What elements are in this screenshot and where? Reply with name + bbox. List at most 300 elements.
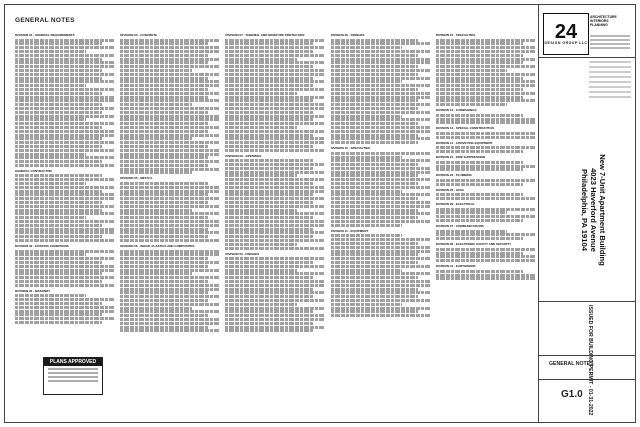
project-city: Philadelphia, PA 19104	[580, 169, 589, 251]
note-text-line	[15, 50, 86, 53]
note-text-line	[225, 261, 312, 264]
note-text-line	[225, 80, 324, 83]
note-text-line	[331, 77, 430, 80]
note-text-line	[225, 84, 312, 87]
note-text-line	[15, 156, 114, 159]
issue-status: ISSUED FOR BUILDING PERMIT - 01-31-2022	[587, 305, 593, 416]
note-text-line	[120, 318, 219, 321]
note-text-line	[225, 228, 312, 231]
section-heading: DIVISION 23 - HVAC	[435, 187, 465, 192]
note-text-line	[225, 96, 324, 99]
revision-block	[589, 61, 631, 101]
note-text-line	[120, 160, 219, 163]
section-heading: DIVISION 02 - EXISTING CONDITIONS	[15, 244, 69, 249]
note-text-line	[15, 280, 102, 283]
note-text-line	[225, 276, 312, 279]
note-text-line	[120, 284, 219, 287]
note-text-line	[15, 130, 114, 133]
note-text-line	[436, 193, 523, 196]
section-heading: DIVISION 09 - FINISHES	[330, 33, 365, 37]
note-text-line	[225, 149, 324, 152]
note-text-line	[225, 122, 324, 125]
note-text-line	[225, 130, 324, 133]
note-text-line	[331, 115, 402, 118]
note-text-line	[15, 115, 114, 118]
note-text-line	[15, 321, 102, 324]
note-text-line	[15, 99, 114, 102]
note-text-line	[225, 314, 324, 317]
divider	[539, 301, 635, 302]
project-address: 4023 Haverford Avenue	[589, 168, 598, 252]
note-text-line	[15, 80, 114, 83]
stamp-line	[48, 380, 98, 382]
note-text-line	[331, 291, 430, 294]
note-text-line	[225, 69, 324, 72]
notes-column-4	[331, 31, 430, 416]
note-text-line	[436, 58, 535, 61]
note-text-line	[15, 235, 102, 238]
note-text-line	[15, 69, 102, 72]
note-text-line	[120, 130, 207, 133]
note-text-line	[15, 310, 114, 313]
note-text-line	[331, 216, 418, 219]
note-text-line	[15, 253, 86, 256]
note-text-line	[15, 84, 86, 87]
note-text-line	[120, 209, 191, 212]
note-text-line	[225, 310, 312, 313]
note-text-line	[436, 150, 523, 153]
note-text-line	[15, 302, 102, 305]
note-text-line	[225, 182, 312, 185]
firm-line: INTERIORS	[590, 19, 609, 24]
note-text-line	[436, 233, 535, 236]
note-text-line	[120, 190, 219, 193]
note-text-line	[436, 219, 523, 222]
note-text-line	[331, 167, 430, 170]
section-heading: DIVISION 21 - FIRE SUPPRESSION	[435, 155, 486, 160]
section-heading: DIVISION 01 - GENERAL REQUIREMENTS	[15, 33, 75, 37]
note-text-line	[120, 182, 207, 185]
note-text-line	[225, 163, 324, 166]
note-text-line	[225, 220, 324, 223]
note-text-line	[331, 276, 418, 279]
section-heading: DIVISION 14 - CONVEYING EQUIPMENT	[435, 140, 493, 145]
note-text-line	[120, 224, 219, 227]
note-text-line	[15, 190, 102, 193]
note-text-line	[225, 39, 324, 42]
note-text-line	[15, 137, 102, 140]
note-text-line	[331, 310, 418, 313]
section-heading: DIVISION 11 - EQUIPMENT	[330, 228, 369, 233]
note-text-line	[331, 174, 418, 177]
note-text-line	[225, 54, 324, 57]
note-text-line	[120, 295, 219, 298]
note-text-line	[436, 183, 523, 186]
note-text-line	[15, 220, 114, 223]
section-heading: DIVISION 10 - SPECIALTIES	[330, 146, 371, 151]
note-text-line	[436, 215, 535, 218]
section-heading: DIVISION 27 - COMMUNICATIONS	[435, 224, 484, 229]
note-text-line	[120, 65, 219, 68]
note-text-line	[331, 88, 418, 91]
note-text-line	[225, 73, 324, 76]
note-text-line	[120, 171, 191, 174]
note-text-line	[120, 280, 207, 283]
note-text-line	[120, 257, 207, 260]
note-text-line	[120, 186, 219, 189]
note-text-line	[120, 50, 219, 53]
note-text-line	[331, 234, 402, 237]
note-text-line	[331, 58, 430, 61]
note-text-line	[436, 165, 535, 168]
note-text-line	[15, 164, 114, 167]
note-text-line	[15, 122, 114, 125]
note-text-line	[331, 205, 430, 208]
note-text-line	[331, 257, 430, 260]
note-text-line	[225, 65, 312, 68]
note-text-line	[120, 58, 219, 61]
note-text-line	[120, 288, 219, 291]
note-text-line	[15, 107, 114, 110]
note-text-line	[120, 253, 219, 256]
note-text-line	[436, 208, 535, 211]
note-text-line	[331, 39, 418, 42]
note-text-line	[15, 201, 102, 204]
note-text-line	[120, 153, 219, 156]
note-text-line	[120, 39, 219, 42]
note-text-line	[15, 193, 114, 196]
note-text-line	[331, 197, 418, 200]
note-text-line	[120, 250, 219, 253]
note-text-line	[436, 54, 523, 57]
section-heading: DIVISION 05 - METALS	[120, 176, 153, 181]
note-text-line	[120, 145, 207, 148]
note-text-line	[225, 99, 312, 102]
note-text-line	[15, 317, 114, 320]
note-text-line	[436, 99, 535, 102]
note-text-line	[120, 212, 219, 215]
note-text-line	[225, 178, 324, 181]
note-text-line	[15, 182, 86, 185]
note-text-line	[225, 303, 296, 306]
note-text-line	[331, 224, 402, 227]
note-text-line	[15, 272, 102, 275]
note-text-line	[15, 205, 114, 208]
note-text-line	[225, 193, 312, 196]
note-text-line	[225, 61, 324, 64]
note-text-line	[436, 73, 535, 76]
note-text-line	[331, 92, 430, 95]
note-text-line	[225, 174, 296, 177]
note-text-line	[15, 145, 102, 148]
note-text-line	[331, 61, 430, 64]
note-text-line	[331, 182, 418, 185]
note-text-line	[436, 96, 523, 99]
section-heading: DIVISION 26 - ELECTRICAL	[435, 202, 475, 207]
note-text-line	[225, 167, 312, 170]
note-text-line	[225, 326, 324, 329]
note-text-line	[15, 284, 114, 287]
note-text-line	[120, 73, 219, 76]
firm-logo	[543, 13, 589, 55]
note-text-line	[15, 197, 114, 200]
note-text-line	[120, 329, 219, 332]
note-text-line	[225, 186, 324, 189]
note-text-line	[120, 314, 207, 317]
note-text-line	[15, 153, 86, 156]
note-text-line	[331, 209, 418, 212]
note-text-line	[15, 61, 114, 64]
stamp-line	[48, 368, 98, 370]
note-text-line	[120, 115, 219, 118]
note-text-line	[120, 99, 219, 102]
note-text-line	[331, 193, 430, 196]
note-text-line	[15, 134, 114, 137]
note-text-line	[120, 122, 207, 125]
note-text-line	[120, 88, 207, 91]
note-text-line	[436, 77, 523, 80]
note-text-line	[331, 163, 418, 166]
stamp-line	[48, 376, 98, 378]
note-text-line	[225, 257, 324, 260]
note-text-line	[225, 126, 296, 129]
note-text-line	[225, 329, 312, 332]
note-text-line	[120, 61, 207, 64]
note-text-line	[225, 295, 312, 298]
note-text-line	[120, 92, 219, 95]
notes-column-5	[436, 31, 535, 416]
note-text-line	[331, 246, 430, 249]
note-text-line	[15, 269, 114, 272]
note-text-line	[331, 107, 418, 110]
note-text-line	[225, 212, 324, 215]
note-text-line	[15, 160, 102, 163]
note-text-line	[120, 326, 207, 329]
note-text-line	[15, 239, 114, 242]
note-text-line	[436, 179, 535, 182]
note-text-line	[225, 171, 324, 174]
note-text-line	[225, 159, 312, 162]
note-text-line	[436, 197, 535, 200]
note-text-line	[15, 96, 114, 99]
note-text-line	[15, 103, 102, 106]
note-text-line	[331, 156, 402, 159]
note-text-line	[225, 197, 324, 200]
note-text-line	[225, 77, 312, 80]
note-text-line	[15, 178, 114, 181]
section-heading: DIVISION 03 - CONCRETE	[120, 33, 158, 37]
firm-address-block	[590, 35, 630, 51]
note-text-line	[331, 178, 430, 181]
note-text-line	[15, 46, 114, 49]
note-text-line	[331, 242, 418, 245]
note-text-line	[120, 80, 219, 83]
note-text-line	[225, 299, 324, 302]
note-text-line	[436, 61, 523, 64]
note-text-line	[225, 115, 324, 118]
note-text-line	[436, 146, 535, 149]
note-text-line	[225, 92, 296, 95]
note-text-line	[15, 298, 114, 301]
note-text-line	[15, 126, 102, 129]
note-text-line	[331, 137, 430, 140]
note-text-line	[331, 265, 430, 268]
note-text-line	[331, 250, 430, 253]
sheet-number: G1.0	[561, 389, 583, 400]
note-text-line	[331, 186, 430, 189]
note-text-line	[120, 291, 207, 294]
note-text-line	[120, 96, 207, 99]
note-text-line	[331, 152, 430, 155]
divider	[539, 355, 635, 356]
note-text-line	[15, 149, 114, 152]
note-text-line	[120, 77, 207, 80]
note-text-line	[331, 134, 418, 137]
note-text-line	[225, 111, 312, 114]
note-text-line	[225, 103, 324, 106]
note-text-line	[436, 132, 535, 135]
note-text-line	[120, 310, 219, 313]
note-text-line	[225, 118, 312, 121]
sheet-name: GENERAL NOTES	[549, 361, 594, 367]
note-text-line	[15, 174, 102, 177]
note-text-line	[436, 88, 523, 91]
note-text-line	[120, 134, 219, 137]
note-text-line	[331, 314, 430, 317]
note-text-line	[15, 92, 102, 95]
section-heading: DIVISION 31 - EARTHWORK	[435, 264, 476, 269]
note-text-line	[120, 168, 219, 171]
note-text-line	[436, 161, 523, 164]
note-text-line	[120, 261, 219, 264]
note-text-line	[331, 54, 418, 57]
note-text-line	[225, 265, 324, 268]
note-text-line	[331, 201, 430, 204]
note-text-line	[15, 265, 114, 268]
divider	[539, 379, 635, 380]
note-text-line	[225, 205, 324, 208]
note-text-line	[331, 141, 418, 144]
note-text-line	[331, 299, 430, 302]
note-text-line	[120, 126, 219, 129]
note-text-line	[331, 307, 430, 310]
note-text-line	[436, 65, 535, 68]
note-text-line	[436, 118, 535, 121]
note-text-line	[225, 318, 324, 321]
note-text-line	[225, 141, 324, 144]
note-text-line	[15, 231, 114, 234]
note-text-line	[15, 294, 86, 297]
section-heading: DIVISION 09 - FINISHES	[225, 251, 260, 256]
note-text-line	[225, 272, 324, 275]
note-text-line	[331, 238, 430, 241]
note-text-line	[225, 88, 324, 91]
note-text-line	[331, 103, 430, 106]
note-text-line	[120, 54, 207, 57]
stamp-label: PLANS APPROVED	[44, 358, 102, 366]
note-text-line	[436, 42, 523, 45]
note-text-line	[436, 39, 535, 42]
note-text-line	[225, 42, 312, 45]
note-text-line	[225, 46, 324, 49]
firm-line: ARCHITECTURE	[590, 15, 617, 19]
note-text-line	[331, 190, 402, 193]
note-text-line	[331, 303, 402, 306]
note-text-line	[225, 58, 296, 61]
note-text-line	[225, 201, 312, 204]
note-text-line	[331, 253, 418, 256]
note-text-line	[331, 69, 430, 72]
note-text-line	[436, 136, 535, 139]
note-text-line	[15, 224, 102, 227]
note-text-line	[15, 257, 114, 260]
drawing-sheet	[4, 4, 636, 423]
note-text-line	[436, 248, 535, 251]
note-text-line	[120, 141, 219, 144]
note-text-line	[331, 50, 430, 53]
note-text-line	[331, 46, 402, 49]
section-heading: DIVISION 06 - WOOD, PLASTICS AND COMPOSITES	[120, 244, 195, 249]
note-text-line	[225, 137, 324, 140]
note-text-line	[15, 111, 102, 114]
title-block	[538, 5, 635, 422]
note-text-line	[15, 73, 114, 76]
note-text-line	[436, 255, 535, 258]
note-text-line	[15, 141, 114, 144]
note-text-line	[436, 252, 523, 255]
note-text-line	[225, 239, 324, 242]
note-text-line	[436, 121, 535, 124]
note-text-line	[15, 54, 114, 57]
note-text-line	[331, 171, 430, 174]
note-text-line	[120, 303, 219, 306]
note-text-line	[15, 228, 114, 231]
note-text-line	[120, 269, 219, 272]
note-text-line	[436, 274, 535, 277]
note-text-line	[15, 276, 114, 279]
note-text-line	[331, 65, 418, 68]
note-text-line	[331, 295, 418, 298]
note-text-line	[15, 39, 114, 42]
note-text-line	[225, 134, 312, 137]
note-text-line	[331, 42, 430, 45]
section-heading: DIVISION 04 - MASONRY	[15, 288, 51, 293]
note-text-line	[436, 80, 535, 83]
note-text-line	[15, 58, 102, 61]
note-text-line	[436, 50, 535, 53]
note-text-line	[331, 220, 430, 223]
note-text-line	[120, 42, 207, 45]
section-heading: DIVISION 10 - SPECIALTIES	[435, 33, 476, 37]
note-text-line	[120, 235, 207, 238]
note-text-line	[225, 216, 312, 219]
note-text-line	[120, 265, 207, 268]
note-text-line	[15, 88, 114, 91]
note-text-line	[331, 126, 430, 129]
project-title	[580, 125, 607, 295]
note-text-line	[225, 209, 296, 212]
note-text-line	[120, 149, 219, 152]
note-text-line	[436, 211, 507, 214]
note-text-line	[436, 168, 523, 171]
note-text-line	[225, 280, 324, 283]
note-text-line	[15, 261, 102, 264]
note-text-line	[331, 261, 418, 264]
note-text-line	[331, 96, 430, 99]
note-text-line	[15, 212, 114, 215]
note-text-line	[436, 114, 523, 117]
note-text-line	[225, 224, 324, 227]
